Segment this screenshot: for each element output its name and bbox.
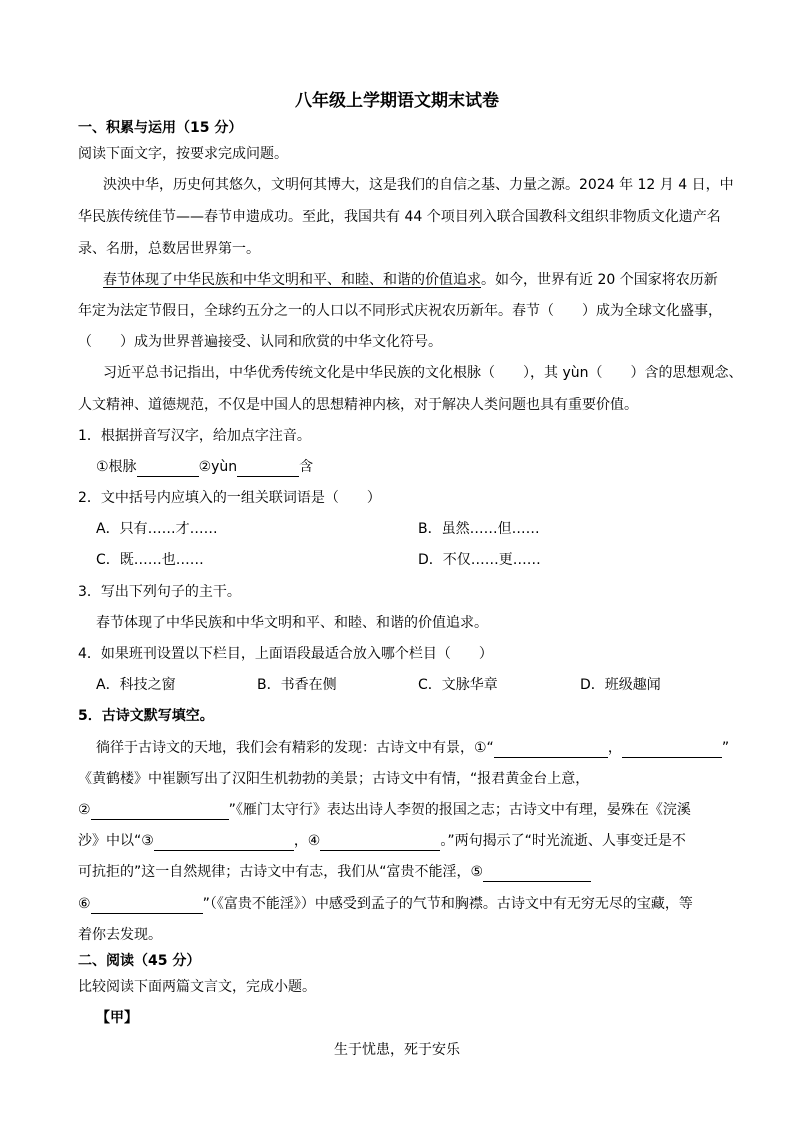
poem-blank-6[interactable] bbox=[91, 899, 203, 914]
q2-option-b[interactable]: B．虽然……但…… bbox=[418, 521, 540, 537]
q5-text: ⑥ bbox=[78, 896, 91, 912]
q4-option-a[interactable]: A．科技之窗 bbox=[96, 677, 176, 693]
poem-blank-5[interactable] bbox=[483, 867, 591, 882]
para2-line3: （ ）成为世界普遍接受、认同和欣赏的中华文化符号。 bbox=[78, 334, 442, 350]
q2-option-d[interactable]: D．不仅……更…… bbox=[418, 552, 541, 568]
passage-title: 生于忧患，死于安乐 bbox=[334, 1042, 460, 1058]
q5-text: 。”两句揭示了“时光流逝、人事变迁是不 bbox=[440, 833, 686, 849]
para2-line1 bbox=[103, 270, 746, 290]
section1-heading: 一、积累与运用（15 分） bbox=[78, 120, 243, 136]
q4-option-c[interactable]: C．文脉华章 bbox=[418, 677, 498, 693]
para1-line1: 泱泱中华，历史何其悠久，文明何其博大，这是我们的自信之基、力量之源。2024 年 12 月 4 日，中 bbox=[103, 177, 734, 193]
q5-line4 bbox=[78, 831, 746, 851]
section1-instruction: 阅读下面文字，按要求完成问题。 bbox=[78, 146, 288, 162]
exam-title: 八年级上学期语文期末试卷 bbox=[295, 91, 499, 111]
poem-blank-1a[interactable] bbox=[494, 743, 608, 758]
para2-line1-rest: 。如今，世界有近 20 个国家将农历新 bbox=[481, 272, 718, 288]
question-1-answers bbox=[96, 457, 746, 477]
para3-line2: 人文精神、道德规范，不仅是中国人的思想精神内核，对于解决人类问题也具有重要价值。 bbox=[78, 397, 638, 413]
question-1: 1．根据拼音写汉字，给加点字注音。 bbox=[78, 428, 311, 444]
q5-text: 徜徉于古诗文的天地，我们会有精彩的发现：古诗文中有景，①“ bbox=[96, 740, 494, 756]
q5-line6 bbox=[78, 894, 746, 914]
q3-sentence: 春节体现了中华民族和中华文明和平、和睦、和谐的价值追求。 bbox=[96, 615, 488, 631]
q5-text: ”《雁门太守行》表达出诗人李贺的报国之志；古诗文中有理，晏殊在《浣溪 bbox=[228, 802, 691, 818]
q2-option-c[interactable]: C．既……也…… bbox=[96, 552, 204, 568]
answer-blank-2[interactable] bbox=[237, 462, 299, 477]
para2-line2: 年定为法定节假日，全球约五分之一的人口以不同形式庆祝农历新年。春节（ ）成为全球文化盛事， bbox=[78, 303, 722, 319]
q5-text: ，④ bbox=[293, 833, 321, 849]
poem-blank-2[interactable] bbox=[91, 805, 229, 820]
poem-blank-4[interactable] bbox=[320, 836, 440, 851]
section2-heading: 二、阅读（45 分） bbox=[78, 953, 201, 969]
q5-text: ， bbox=[607, 740, 622, 756]
q4-option-d[interactable]: D．班级趣闻 bbox=[580, 677, 661, 693]
q5-text: 沙》中以“③ bbox=[78, 833, 154, 849]
q5-line2: 《黄鹤楼》中崔颢写出了汉阳生机勃勃的美景；古诗文中有情，“报君黄金台上意， bbox=[78, 771, 590, 787]
underlined-sentence: 春节体现了中华民族和中华文明和平、和睦、和谐的价值追求 bbox=[103, 272, 481, 288]
q5-text: ② bbox=[78, 802, 91, 818]
q5-line7: 着你去发现。 bbox=[78, 927, 162, 943]
answer-blank-1[interactable] bbox=[137, 462, 199, 477]
q5-line5 bbox=[78, 862, 746, 882]
q1-item-c: 含 bbox=[299, 459, 314, 475]
para1-line3: 录、名册，总数居世界第一。 bbox=[78, 241, 260, 257]
section2-instruction: 比较阅读下面两篇文言文，完成小题。 bbox=[78, 979, 316, 995]
poem-blank-1b[interactable] bbox=[622, 743, 722, 758]
q2-option-a[interactable]: A．只有……才…… bbox=[96, 521, 218, 537]
question-3: 3．写出下列句子的主干。 bbox=[78, 584, 241, 600]
q5-text: 可抗拒的”这一自然规律；古诗文中有志，我们从“富贵不能淫，⑤ bbox=[78, 864, 484, 880]
question-5: 5．古诗文默写填空。 bbox=[78, 708, 214, 724]
q5-line3 bbox=[78, 800, 746, 820]
q5-line1 bbox=[96, 738, 746, 758]
q1-item-b: ②yùn bbox=[198, 459, 238, 475]
question-4: 4．如果班刊设置以下栏目，上面语段最适合放入哪个栏目（ ） bbox=[78, 646, 493, 662]
q5-text: ”（《富贵不能淫》）中感受到孟子的气节和胸襟。古诗文中有无穷无尽的宝藏，等 bbox=[202, 896, 693, 912]
q4-option-b[interactable]: B．书香在侧 bbox=[257, 677, 337, 693]
para3-line1: 习近平总书记指出，中华优秀传统文化是中华民族的文化根脉（ ），其 yùn（ ）含的思想观念、 bbox=[103, 365, 743, 381]
poem-blank-3[interactable] bbox=[154, 836, 294, 851]
question-2: 2．文中括号内应填入的一组关联词语是（ ） bbox=[78, 490, 381, 506]
q5-text: ” bbox=[721, 740, 730, 756]
passage-label-jia: 【甲】 bbox=[96, 1010, 138, 1026]
para1-line2: 华民族传统佳节——春节申遗成功。至此，我国共有 44 个项目列入联合国教科文组织非物质文化遗产名 bbox=[78, 209, 721, 225]
q1-item-a: ①根脉 bbox=[96, 459, 137, 475]
